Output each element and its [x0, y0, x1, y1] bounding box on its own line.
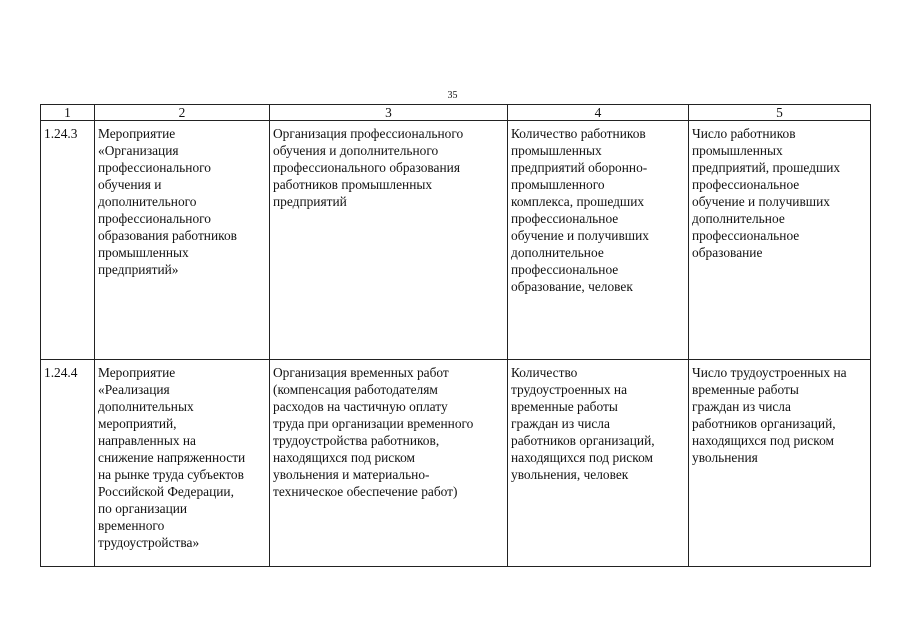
table-header-row	[41, 105, 871, 121]
measure-description-cell: Организация временных работ (компенсация работодателям расходов на частичную оплату труда при организации временного трудоустройства работников, находящихся под риском увольнения и материально- техническое обеспечение работ)	[270, 360, 508, 567]
column-number-2: 2	[95, 105, 270, 121]
indicator-calculation-cell: Число работников промышленных предприятий, прошедших профессиональное обучение и получивших дополнительное профессиональное образование	[689, 121, 871, 360]
measures-table	[40, 104, 871, 567]
item-number-cell: 1.24.3	[41, 121, 95, 360]
measure-name-cell: Мероприятие «Организация профессионального обучения и дополнительного профессионального образования работников промышленных предприятий»	[95, 121, 270, 360]
column-number-3: 3	[270, 105, 508, 121]
measure-name-cell: Мероприятие «Реализация дополнительных мероприятий, направленных на снижение напряженности на рынке труда субъектов Российской Федерации, по организации временного трудоустройства»	[95, 360, 270, 567]
column-number-5: 5	[689, 105, 871, 121]
indicator-name-cell: Количество трудоустроенных на временные работы граждан из числа работников организаций, находящихся под риском увольнения, человек	[508, 360, 689, 567]
column-number-1: 1	[41, 105, 95, 121]
table-row	[41, 121, 871, 360]
table-row	[41, 360, 871, 567]
item-number-cell: 1.24.4	[41, 360, 95, 567]
column-number-4: 4	[508, 105, 689, 121]
indicator-name-cell: Количество работников промышленных предприятий оборонно- промышленного комплекса, прошедших профессиональное обучение и получивших дополнительное профессиональное образование, человек	[508, 121, 689, 360]
page-number: 35	[447, 90, 458, 101]
indicator-calculation-cell: Число трудоустроенных на временные работы граждан из числа работников организаций, находящихся под риском увольнения	[689, 360, 871, 567]
measure-description-cell: Организация профессионального обучения и дополнительного профессионального образования работников промышленных предприятий	[270, 121, 508, 360]
